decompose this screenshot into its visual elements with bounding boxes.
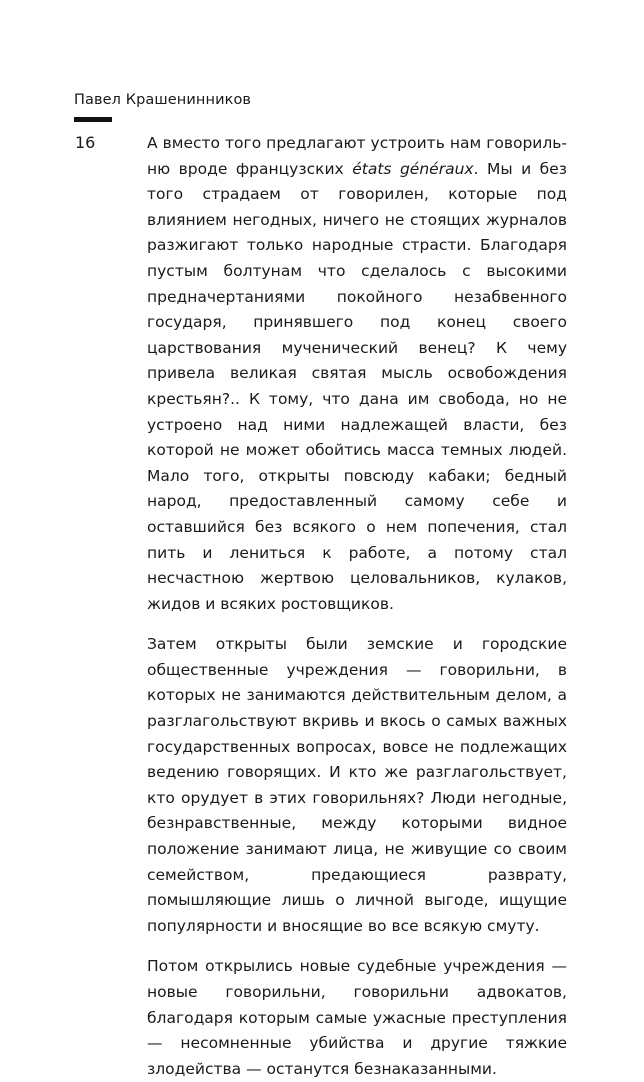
header-rule [74, 117, 112, 122]
paragraph-1-text-before: А вместо того предлагают устроить нам говорильню вроде французских [147, 134, 567, 178]
paragraph-1 [147, 131, 567, 617]
paragraph-3: Потом открылись новые судебные учреждения — новые говорильни, говорильни адвокатов, благодаря которым самые ужасные преступления — несомненные убийства и другие тяжкие злодейства — останутся безнаказанными. [147, 957, 567, 1078]
page-number: 16 [75, 133, 96, 152]
paragraph-1-italic-phrase: états généraux [352, 159, 474, 178]
paragraph-2: Затем открыты были земские и городские общественные учреждения — говорильни, в которых не занимаются действительным делом, а разглагольствуют вкривь и вкось о самых важных государственных вопросах, вовсе не подлежащих ведению говорящих. И кто же разглагольствует, кто орудует в этих говорильнях? Люди негодные, безнравственные, между которыми видное положение занимают лица, не живущие со своим семейством, предающиеся разврату, помышляющие лишь о личной выгоде, ищущие популярности и вносящие во все всякую смуту. [147, 635, 567, 935]
running-head: Павел Крашенинников [74, 92, 252, 108]
paragraph-1-text-after: . Мы и без того страдаем от говорилен, которые под влиянием негодных, ничего не стоящих журналов разжигают только народные страсти. Благодаря пустым болтунам что сделалось с высокими предначертаниями покойного незабвенного государя, принявшего под конец своего царствования мученический венец? К чему привела великая святая мысль освобождения крестьян?.. К тому, что дана им свобода, но не устроено над ними надлежащей власти, без которой не может обойтись масса темных людей. Мало того, открыты повсюду кабаки; бедный народ, предоставленный самому себе и оставшийся без всякого о нем попечения, стал пить и лениться к работе, а потому стал несчастною жертвою целовальников, кулаков, жидов и всяких ростовщиков. [147, 159, 568, 613]
body-text [147, 131, 567, 1082]
